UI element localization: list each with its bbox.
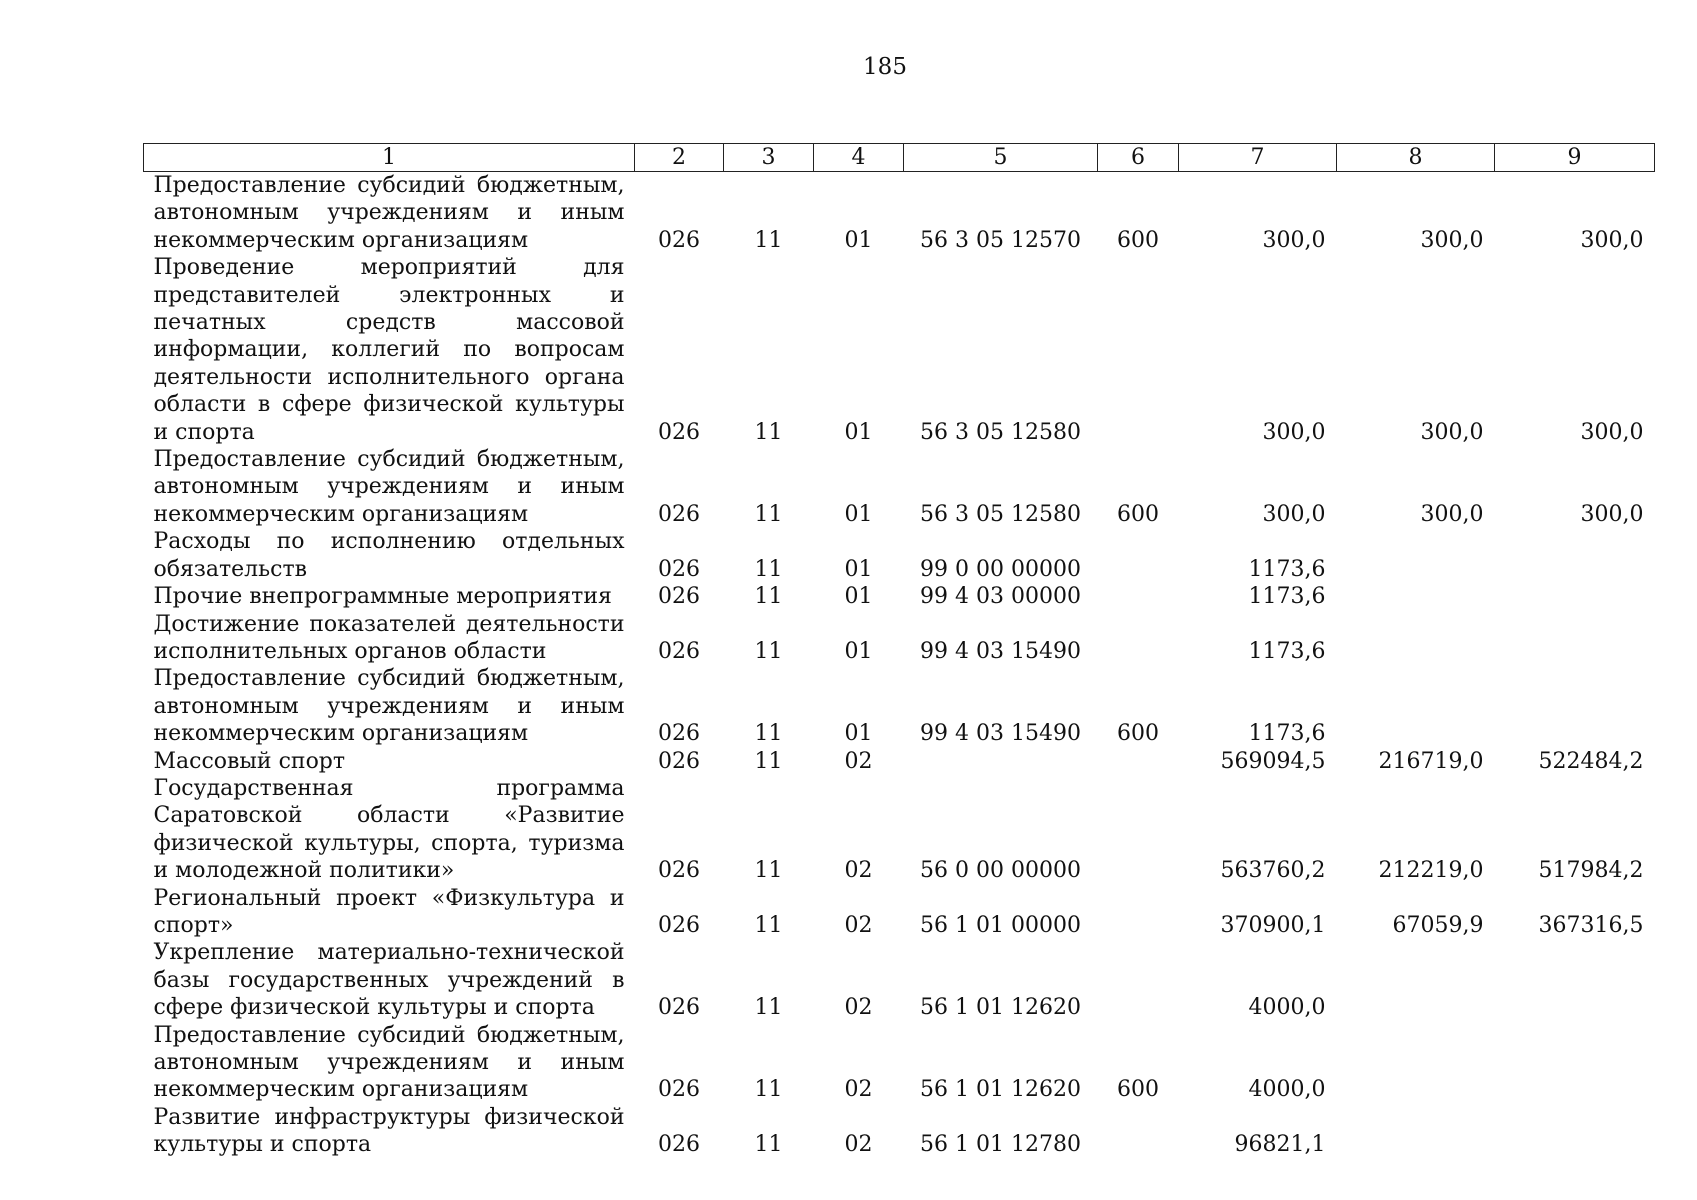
- cell-col-9: 300,0: [1580, 227, 1644, 253]
- cell-col-8: [1337, 528, 1495, 583]
- page-number: 185: [863, 54, 907, 80]
- cell-col-4: 02: [844, 1132, 873, 1158]
- column-header-2: 2: [635, 144, 724, 172]
- cell-col-6: 600: [1117, 721, 1159, 747]
- table-row: [144, 172, 1655, 255]
- header-row: [144, 144, 1655, 172]
- table-row: [144, 583, 1655, 610]
- cell-col-6: 600: [1117, 501, 1159, 527]
- cell-col-2: 026: [658, 638, 700, 664]
- cell-col-6: [1098, 885, 1179, 940]
- cell-col-7: 96821,1: [1234, 1132, 1326, 1158]
- column-header-5: 5: [904, 144, 1098, 172]
- cell-col-7: 1173,6: [1248, 638, 1326, 664]
- cell-col-2: 026: [658, 556, 700, 582]
- column-header-9: 9: [1495, 144, 1655, 172]
- row-name: Государственная программа Саратовской области «Развитие физической культуры, спорта, туризма и молодежной политики»: [153, 775, 625, 884]
- column-header-1: 1: [144, 144, 635, 172]
- cell-col-7: 1173,6: [1248, 721, 1326, 747]
- cell-col-4: 01: [844, 584, 873, 610]
- cell-col-7: 300,0: [1262, 227, 1326, 253]
- cell-col-3: 11: [754, 419, 783, 445]
- cell-col-3: 11: [754, 556, 783, 582]
- cell-col-2: 026: [658, 721, 700, 747]
- cell-col-6: [1098, 775, 1179, 885]
- cell-col-4: 02: [844, 912, 873, 938]
- cell-col-3: 11: [754, 912, 783, 938]
- cell-col-7: 300,0: [1262, 501, 1326, 527]
- cell-col-4: 01: [844, 501, 873, 527]
- cell-col-5: 56 1 01 12780: [920, 1132, 1081, 1158]
- cell-col-5: 99 4 03 15490: [920, 721, 1081, 747]
- row-name: Предоставление субсидий бюджетным, автономным учреждениям и иным некоммерческим организациям: [153, 173, 625, 253]
- table-row: [144, 665, 1655, 747]
- table-body: [144, 172, 1655, 1159]
- cell-col-6: [1098, 1104, 1179, 1159]
- cell-col-8: 212219,0: [1378, 858, 1484, 884]
- cell-col-7: 4000,0: [1248, 995, 1326, 1021]
- cell-col-7: 563760,2: [1220, 858, 1326, 884]
- cell-col-8: 300,0: [1420, 227, 1484, 253]
- table-row: [144, 939, 1655, 1021]
- cell-col-6: [1098, 939, 1179, 1021]
- cell-col-6: [1098, 583, 1179, 610]
- cell-col-9: 522484,2: [1538, 748, 1644, 774]
- cell-col-6: 600: [1117, 227, 1159, 253]
- cell-col-8: [1337, 1104, 1495, 1159]
- row-name: Массовый спорт: [153, 748, 346, 774]
- cell-col-5: 56 1 01 12620: [920, 1077, 1081, 1103]
- cell-col-4: 01: [844, 227, 873, 253]
- cell-col-5: 99 4 03 15490: [920, 638, 1081, 664]
- cell-col-4: 02: [844, 748, 873, 774]
- cell-col-8: 67059,9: [1392, 912, 1484, 938]
- cell-col-2: 026: [658, 858, 700, 884]
- cell-col-3: 11: [754, 638, 783, 664]
- cell-col-9: 367316,5: [1538, 912, 1644, 938]
- cell-col-9: 300,0: [1580, 501, 1644, 527]
- cell-col-4: 01: [844, 638, 873, 664]
- table-header: [144, 144, 1655, 172]
- cell-col-3: 11: [754, 721, 783, 747]
- cell-col-2: 026: [658, 1132, 700, 1158]
- row-name: Предоставление субсидий бюджетным, автономным учреждениям и иным некоммерческим организациям: [153, 666, 625, 747]
- cell-col-4: 01: [844, 556, 873, 582]
- cell-col-8: 216719,0: [1378, 748, 1484, 774]
- row-name: Достижение показателей деятельности исполнительных органов области: [153, 611, 625, 664]
- cell-col-9: [1495, 611, 1655, 666]
- cell-col-6: [1098, 748, 1179, 775]
- cell-col-6: [1098, 611, 1179, 666]
- cell-col-2: 026: [658, 912, 700, 938]
- cell-col-9: [1495, 583, 1655, 610]
- cell-col-3: 11: [754, 501, 783, 527]
- row-name: Расходы по исполнению отдельных обязательств: [153, 529, 625, 582]
- cell-col-7: 1173,6: [1248, 556, 1326, 582]
- cell-col-7: 300,0: [1262, 419, 1326, 445]
- cell-col-3: 11: [754, 584, 783, 610]
- cell-col-9: 300,0: [1580, 419, 1644, 445]
- cell-col-8: [1337, 1022, 1495, 1104]
- cell-col-6: [1098, 254, 1179, 446]
- column-header-4: 4: [814, 144, 904, 172]
- cell-col-9: 517984,2: [1538, 858, 1644, 884]
- cell-col-9: [1495, 665, 1655, 747]
- cell-col-3: 11: [754, 748, 783, 774]
- cell-col-9: [1495, 1022, 1655, 1104]
- table-row: [144, 528, 1655, 583]
- table-row: [144, 446, 1655, 528]
- row-name: Укрепление материально-технической базы государственных учреждений в сфере физической культуры и спорта: [153, 940, 625, 1021]
- cell-col-4: 01: [844, 419, 873, 445]
- table-row: [144, 254, 1655, 446]
- cell-col-5: 56 1 01 12620: [920, 995, 1081, 1021]
- row-name: Региональный проект «Физкультура и спорт»: [153, 885, 625, 938]
- row-name: Развитие инфраструктуры физической культуры и спорта: [153, 1104, 625, 1158]
- table-row: [144, 611, 1655, 666]
- cell-col-5: 56 3 05 12570: [920, 227, 1081, 253]
- cell-col-8: 300,0: [1420, 501, 1484, 527]
- table-row: [144, 1104, 1655, 1159]
- cell-col-2: 026: [658, 227, 700, 253]
- cell-col-9: [1495, 1104, 1655, 1159]
- cell-col-8: [1337, 583, 1495, 610]
- cell-col-2: 026: [658, 419, 700, 445]
- cell-col-8: [1337, 939, 1495, 1021]
- cell-col-7: 370900,1: [1220, 912, 1326, 938]
- row-name: Проведение мероприятий для представителей электронных и печатных средств массовой информации, коллегий по вопросам деятельности исполнительного органа области в сфере физической культуры и спорта: [153, 255, 625, 445]
- cell-col-5: 56 3 05 12580: [920, 419, 1081, 445]
- cell-col-4: 02: [844, 858, 873, 884]
- cell-col-4: 02: [844, 995, 873, 1021]
- cell-col-5: 56 0 00 00000: [920, 858, 1081, 884]
- cell-col-4: 02: [844, 1077, 873, 1103]
- cell-col-5: 99 4 03 00000: [920, 584, 1081, 610]
- cell-col-9: [1495, 939, 1655, 1021]
- table-row: [144, 885, 1655, 940]
- column-header-8: 8: [1337, 144, 1495, 172]
- cell-col-3: 11: [754, 995, 783, 1021]
- cell-col-8: [1337, 665, 1495, 747]
- cell-col-9: [1495, 528, 1655, 583]
- budget-table: [143, 143, 1655, 1159]
- cell-col-8: [1337, 611, 1495, 666]
- cell-col-4: 01: [844, 721, 873, 747]
- cell-col-7: 569094,5: [1220, 748, 1326, 774]
- cell-col-2: 026: [658, 1077, 700, 1103]
- cell-col-6: [1098, 528, 1179, 583]
- row-name: Прочие внепрограммные мероприятия: [153, 584, 612, 610]
- table-row: [144, 748, 1655, 775]
- table-row: [144, 1022, 1655, 1104]
- cell-col-3: 11: [754, 1077, 783, 1103]
- column-header-7: 7: [1179, 144, 1337, 172]
- cell-col-3: 11: [754, 227, 783, 253]
- table-row: [144, 775, 1655, 885]
- cell-col-2: 026: [658, 501, 700, 527]
- column-header-3: 3: [724, 144, 814, 172]
- cell-col-5: 56 3 05 12580: [920, 501, 1081, 527]
- cell-col-6: 600: [1117, 1077, 1159, 1103]
- cell-col-5: 99 0 00 00000: [920, 556, 1081, 582]
- cell-col-2: 026: [658, 748, 700, 774]
- cell-col-2: 026: [658, 995, 700, 1021]
- cell-col-7: 4000,0: [1248, 1077, 1326, 1103]
- row-name: Предоставление субсидий бюджетным, автономным учреждениям и иным некоммерческим организациям: [153, 1022, 625, 1103]
- column-header-6: 6: [1098, 144, 1179, 172]
- cell-col-3: 11: [754, 1132, 783, 1158]
- cell-col-2: 026: [658, 584, 700, 610]
- cell-col-3: 11: [754, 858, 783, 884]
- cell-col-8: 300,0: [1420, 419, 1484, 445]
- cell-col-5: 56 1 01 00000: [920, 912, 1081, 938]
- cell-col-5: [904, 748, 1098, 775]
- row-name: Предоставление субсидий бюджетным, автономным учреждениям и иным некоммерческим организациям: [153, 447, 625, 527]
- cell-col-7: 1173,6: [1248, 584, 1326, 610]
